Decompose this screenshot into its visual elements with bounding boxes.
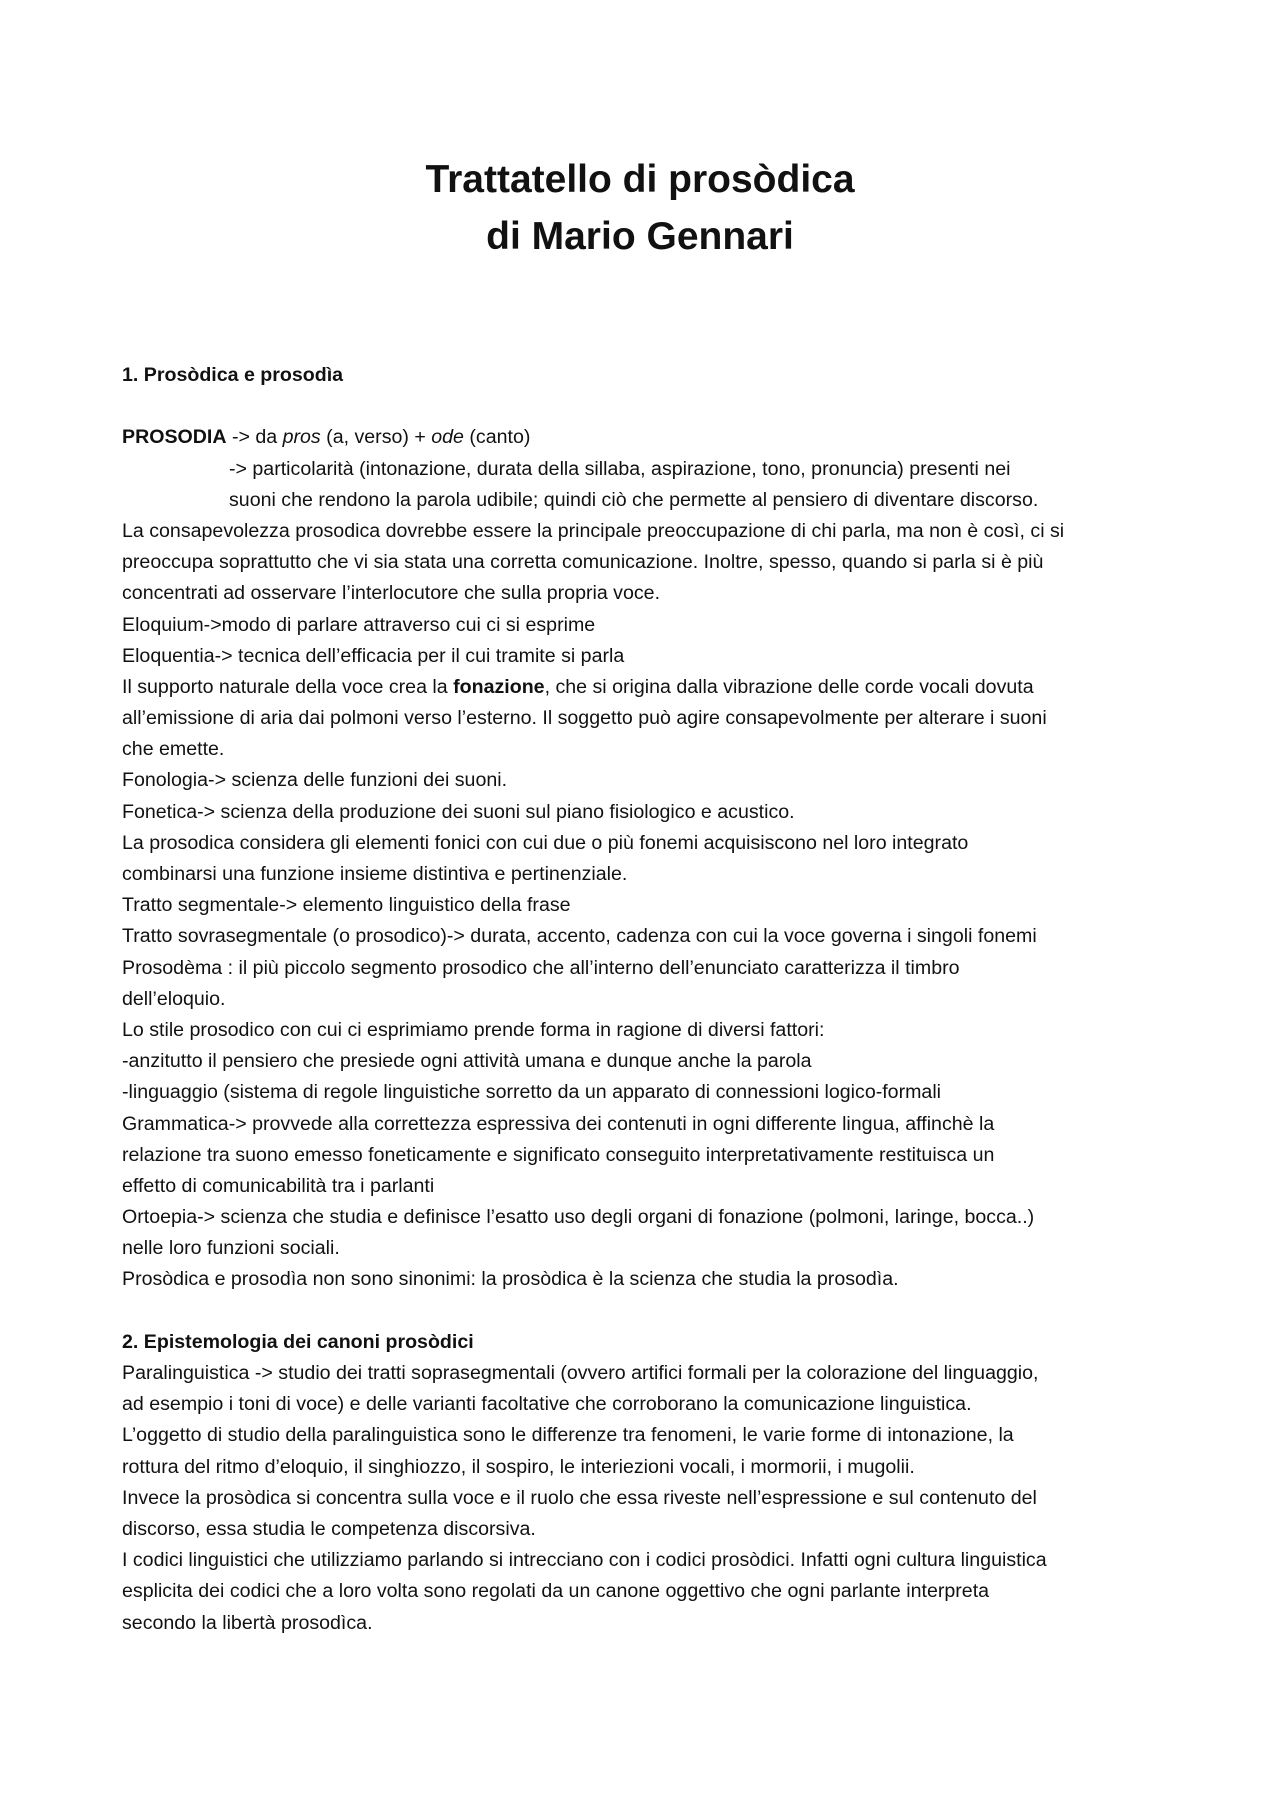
text-span: Il supporto naturale della voce crea la	[122, 675, 454, 698]
paragraph-line: Grammatica-> provvede alla correttezza espressiva dei contenuti in ogni differente lingua, affinchè la	[122, 1112, 995, 1135]
paragraph-line: combinarsi una funzione insieme distintiva e pertinenziale.	[122, 863, 628, 885]
paragraph-line: discorso, essa studia le competenza discorsiva.	[122, 1517, 536, 1540]
paragraph-line: Ortoepia-> scienza che studia e definisce l’esatto uso degli organi di fonazione (polmoni, laringe, bocca..)	[122, 1206, 1035, 1229]
blank-line	[122, 391, 1172, 422]
paragraph-line: Paralinguistica -> studio dei tratti soprasegmentali (ovvero artifici formali per la colorazione del linguaggio,	[122, 1362, 1039, 1384]
document-body	[122, 360, 1172, 1639]
paragraph-line: I codici linguistici che utilizziamo parlando si intrecciano con i codici prosòdici. Infatti ogni cultura linguistica	[122, 1549, 1047, 1572]
blank-line	[122, 1296, 1172, 1327]
paragraph-line: Fonologia-> scienza delle funzioni dei suoni.	[122, 769, 508, 792]
section-heading: 1. Prosòdica e prosodìa	[122, 364, 344, 386]
text-span: (a, verso) +	[320, 426, 432, 449]
term-prosodia: PROSODIA	[122, 426, 227, 449]
paragraph-line: Eloquentia-> tecnica dell’efficacia per il cui tramite si parla	[122, 644, 625, 667]
paragraph-line: La consapevolezza prosodica dovrebbe essere la principale preoccupazione di chi parla, ma non è così, ci si	[122, 519, 1065, 542]
paragraph-line: Prosòdica e prosodìa non sono sinonimi: la prosòdica è la scienza che studia la prosodìa.	[122, 1268, 899, 1291]
paragraph-line: Tratto segmentale-> elemento linguistico della frase	[122, 894, 571, 917]
paragraph-line: Invece la prosòdica si concentra sulla voce e il ruolo che essa riveste nell’espressione e sul contenuto del	[122, 1486, 1037, 1509]
paragraph-line: effetto di comunicabilità tra i parlanti	[122, 1174, 435, 1197]
paragraph-line: concentrati ad osservare l’interlocutore che sulla propria voce.	[122, 582, 661, 605]
paragraph-line: La prosodica considera gli elementi fonici con cui due o più fonemi acquisiscono nel loro integrato	[122, 831, 969, 854]
paragraph-line: L’oggetto di studio della paralinguistica sono le differenze tra fenomeni, le varie forme di intonazione, la	[122, 1424, 1014, 1447]
paragraph-line: relazione tra suono emesso foneticamente e significato conseguito interpretativamente restituisca un	[122, 1143, 995, 1166]
italic-term: pros	[282, 426, 321, 449]
text-span: -> da	[226, 426, 283, 449]
paragraph-line: dell’eloquio.	[122, 987, 226, 1010]
paragraph-line: che emette.	[122, 738, 225, 761]
paragraph-line: Lo stile prosodico con cui ci esprimiamo prende forma in ragione di diversi fattori:	[122, 1018, 825, 1041]
paragraph-line: Prosodèma : il più piccolo segmento prosodico che all’interno dell’enunciato caratterizza il timbro	[122, 956, 960, 979]
text-span: (canto)	[463, 426, 531, 449]
paragraph-line: esplicita dei codici che a loro volta sono regolati da un canone oggettivo che ogni parlante interpreta	[122, 1580, 990, 1603]
paragraph-line: Fonetica-> scienza della produzione dei suoni sul piano fisiologico e acustico.	[122, 800, 795, 823]
paragraph-line: nelle loro funzioni sociali.	[122, 1237, 340, 1260]
bold-term: fonazione	[453, 675, 545, 698]
indented-line: suoni che rendono la parola udibile; quindi ciò che permette al pensiero di diventare discorso.	[229, 488, 1039, 511]
document-author: di Mario Gennari	[486, 215, 794, 258]
paragraph-line: preoccupa soprattutto che vi sia stata una corretta comunicazione. Inoltre, spesso, quando si parla si è più	[122, 551, 1044, 574]
paragraph-line: -anzitutto il pensiero che presiede ogni attività umana e dunque anche la parola	[122, 1050, 812, 1073]
section-heading: 2. Epistemologia dei canoni prosòdici	[122, 1330, 474, 1353]
paragraph-line: rottura del ritmo d’eloquio, il singhiozzo, il sospiro, le interiezioni vocali, i mormorii, i mugolii.	[122, 1455, 915, 1478]
text-span: , che si origina dalla vibrazione delle corde vocali dovuta	[544, 675, 1034, 698]
paragraph-line: Tratto sovrasegmentale (o prosodico)-> durata, accento, cadenza con cui la voce governa i singoli fonemi	[122, 925, 1037, 948]
indented-line: -> particolarità (intonazione, durata della sillaba, aspirazione, tono, pronuncia) presenti nei	[229, 457, 1011, 480]
paragraph-line: -linguaggio (sistema di regole linguistiche sorretto da un apparato di connessioni logico-formali	[122, 1081, 942, 1104]
paragraph-line	[122, 422, 1172, 453]
paragraph-line: secondo la libertà prosodìca.	[122, 1611, 373, 1634]
paragraph-line: ad esempio i toni di voce) e delle varianti facoltative che corroborano la comunicazione linguistica.	[122, 1393, 972, 1416]
paragraph-line: Eloquium->modo di parlare attraverso cui ci si esprime	[122, 613, 596, 636]
paragraph-line	[122, 672, 1172, 703]
document-title: Trattatello di prosòdica	[425, 158, 855, 201]
italic-term: ode	[431, 426, 464, 449]
paragraph-line: all’emissione di aria dai polmoni verso l’esterno. Il soggetto può agire consapevolmente per alterare i suoni	[122, 707, 1047, 730]
